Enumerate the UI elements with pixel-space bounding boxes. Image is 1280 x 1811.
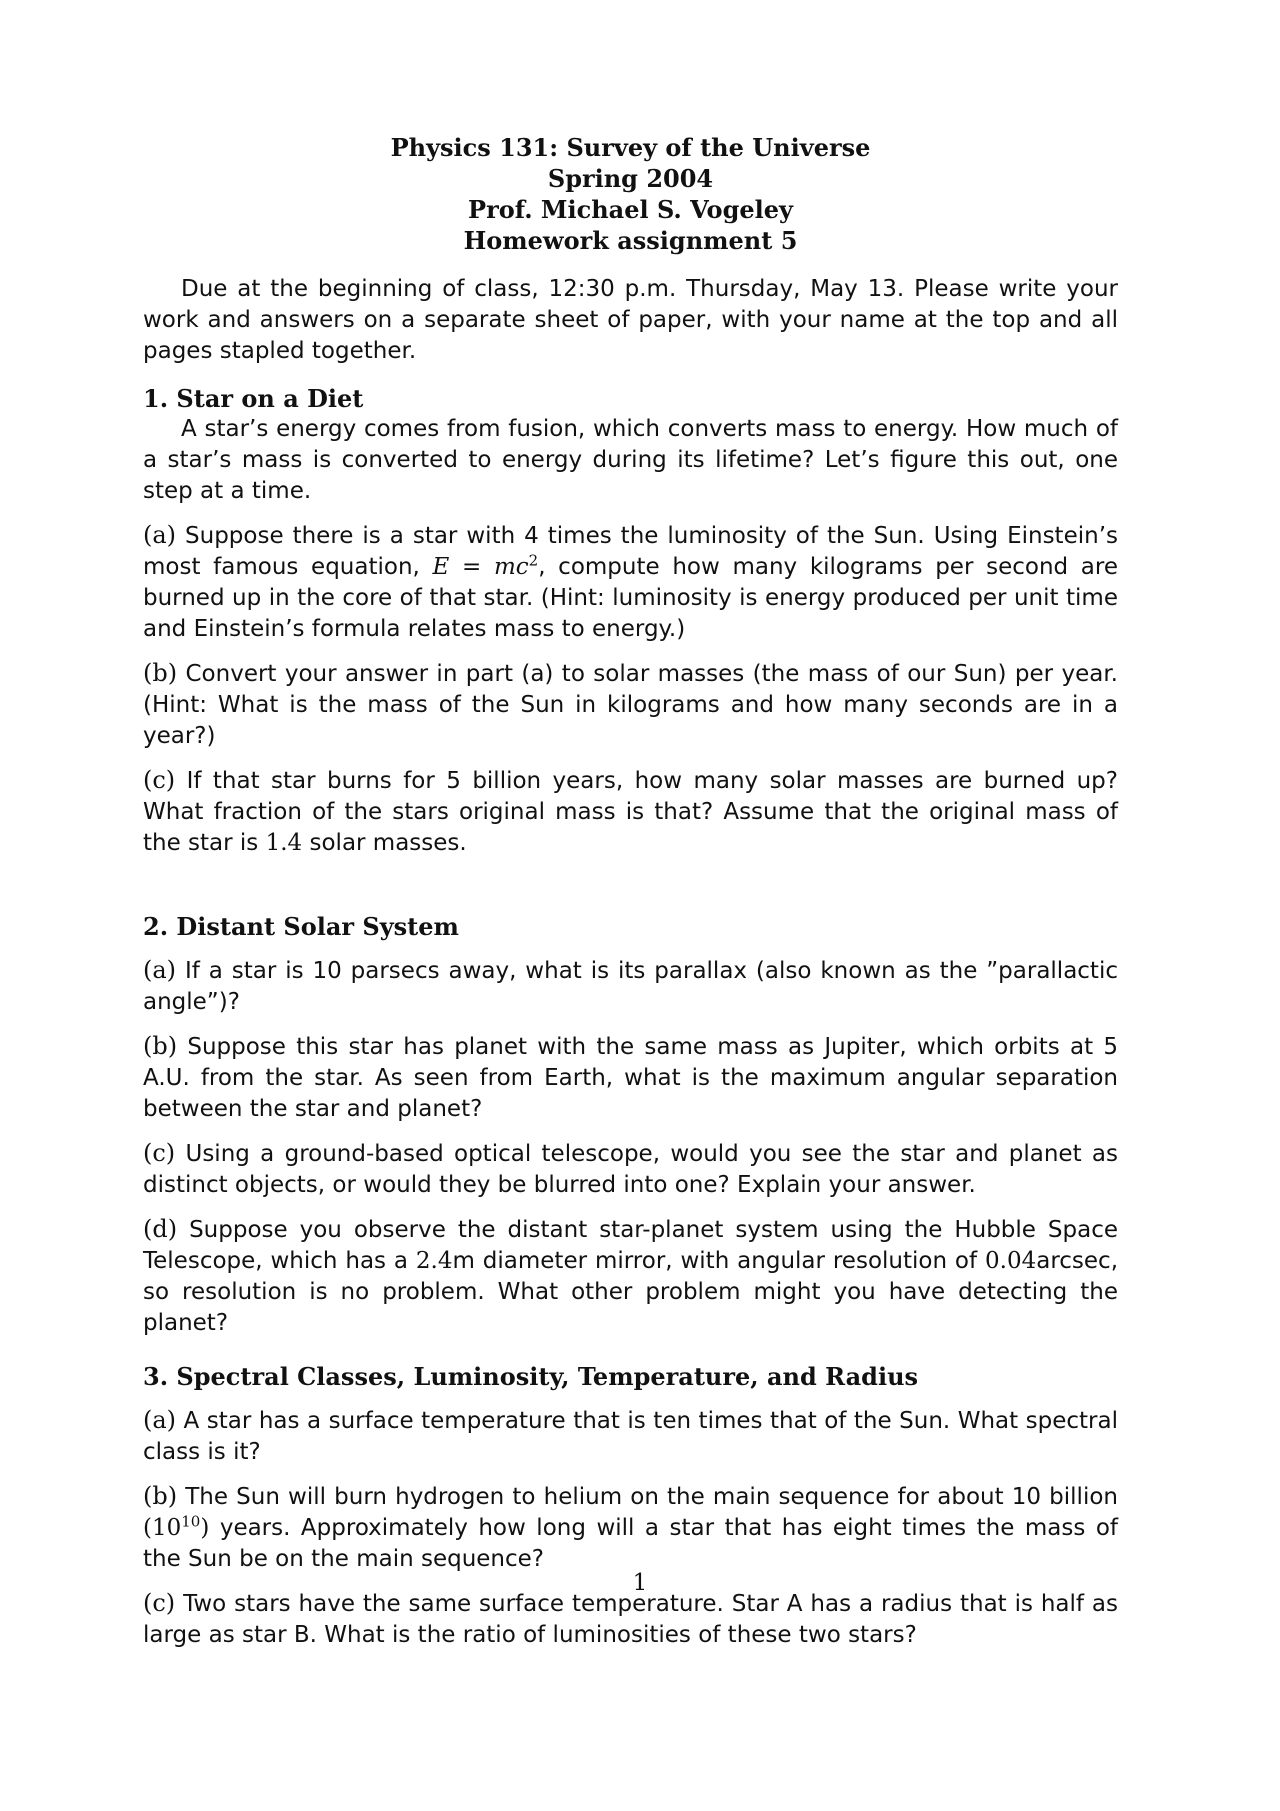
question-text: Using a ground-based optical telescope, would you see the star and planet as distinct objects, or would they be blurred into one? Explain your answer. <box>143 1141 1118 1198</box>
question-3b <box>143 1481 1118 1575</box>
question-text: m diameter mirror, with angular resolution of <box>452 1248 985 1274</box>
question-label: (b) <box>143 1482 178 1510</box>
question-text: arcsec, so resolution is no problem. What other problem might you have detecting the planet? <box>143 1248 1118 1336</box>
math-value: 1.4 <box>265 830 303 856</box>
question-text: If a star is 10 parsecs away, what is its parallax (also known as the ”parallactic angle”)? <box>143 958 1118 1015</box>
question-text: years. Approximately how long will a star that has eight times the mass of the Sun be on the main sequence? <box>143 1515 1118 1572</box>
question-2c <box>143 1138 1118 1201</box>
question-label: (a) <box>143 956 177 984</box>
question-label: (a) <box>143 521 177 549</box>
question-text: solar masses. <box>302 830 467 856</box>
question-text: , compute how many kilograms per second are burned up in the core of that star. (Hint: luminosity is energy produced per unit time and Einstein’s formula relates mass to energy.) <box>143 554 1118 642</box>
question-1b <box>143 658 1118 752</box>
question-text: A star has a surface temperature that is ten times that of the Sun. What spectral class is it? <box>143 1408 1118 1465</box>
section-3 <box>143 1361 1118 1651</box>
question-label: (a) <box>143 1406 177 1434</box>
question-3a <box>143 1405 1118 1468</box>
intro-paragraph: Due at the beginning of class, 12:30 p.m. Thursday, May 13. Please write your work and answers on a separate sheet of paper, with your name at the top and all pages stapled together. <box>143 276 1118 364</box>
document-page <box>143 132 1118 1651</box>
section-2 <box>143 911 1118 1339</box>
question-label: (b) <box>143 659 178 687</box>
question-text: Suppose this star has planet with the same mass as Jupiter, which orbits at 5 A.U. from the star. As seen from Earth, what is the maximum angular separation between the star and planet? <box>143 1034 1118 1122</box>
question-label: (c) <box>143 1589 176 1617</box>
question-label: (c) <box>143 1139 176 1167</box>
question-text: If that star burns for 5 billion years, how many solar masses are burned up? What fraction of the stars original mass is that? Assume that the original mass of the star is <box>143 768 1118 856</box>
professor: Prof. Michael S. Vogeley <box>468 195 793 224</box>
term: Spring 2004 <box>547 164 714 193</box>
section-lead: A star’s energy comes from fusion, which converts mass to energy. How much of a star’s mass is converted to energy during its lifetime? Let’s figure this out, one step at a time. <box>143 416 1118 504</box>
section-1 <box>143 383 1118 859</box>
section-title: 2. Distant Solar System <box>143 912 459 941</box>
math-value: 2.4 <box>415 1248 453 1274</box>
question-2a <box>143 955 1118 1018</box>
question-3c <box>143 1588 1118 1651</box>
document-header <box>143 132 1118 256</box>
question-2b <box>143 1031 1118 1125</box>
question-label: (c) <box>143 766 176 794</box>
math-value: 0.04 <box>985 1248 1037 1274</box>
question-text: The Sun will burn hydrogen to helium on the main sequence for about 10 billion <box>177 1484 1118 1510</box>
question-text: Suppose there is a star with 4 times the luminosity of the Sun. Using Einstein’s most famous equation, <box>143 523 1118 580</box>
question-text: Convert your answer in part (a) to solar masses (the mass of our Sun) per year. (Hint: What is the mass of the Sun in kilograms and how many seconds are in a year?) <box>143 661 1118 749</box>
section-title: 1. Star on a Diet <box>143 384 364 413</box>
question-label: (b) <box>143 1032 178 1060</box>
math-value: (10 <box>143 1515 182 1541</box>
page-number: 1 <box>632 1570 648 1596</box>
math-value: ) <box>200 1515 210 1541</box>
question-1a <box>143 520 1118 645</box>
question-label: (d) <box>143 1215 178 1243</box>
section-title: 3. Spectral Classes, Luminosity, Temperature, and Radius <box>143 1362 919 1391</box>
assignment-title: Homework assignment 5 <box>463 226 798 255</box>
equation: E = mc <box>432 554 529 580</box>
question-text: Two stars have the same surface temperature. Star A has a radius that is half as large as star B. What is the ratio of luminosities of these two stars? <box>143 1591 1118 1648</box>
math-exponent: 10 <box>181 1512 201 1531</box>
question-1c <box>143 765 1118 859</box>
question-text: Suppose you observe the distant star-planet system using the Hubble Space Telescope, which has a <box>143 1217 1118 1274</box>
question-2d <box>143 1214 1118 1339</box>
equation-exponent: 2 <box>528 551 539 570</box>
course-title: Physics 131: Survey of the Universe <box>390 133 871 162</box>
